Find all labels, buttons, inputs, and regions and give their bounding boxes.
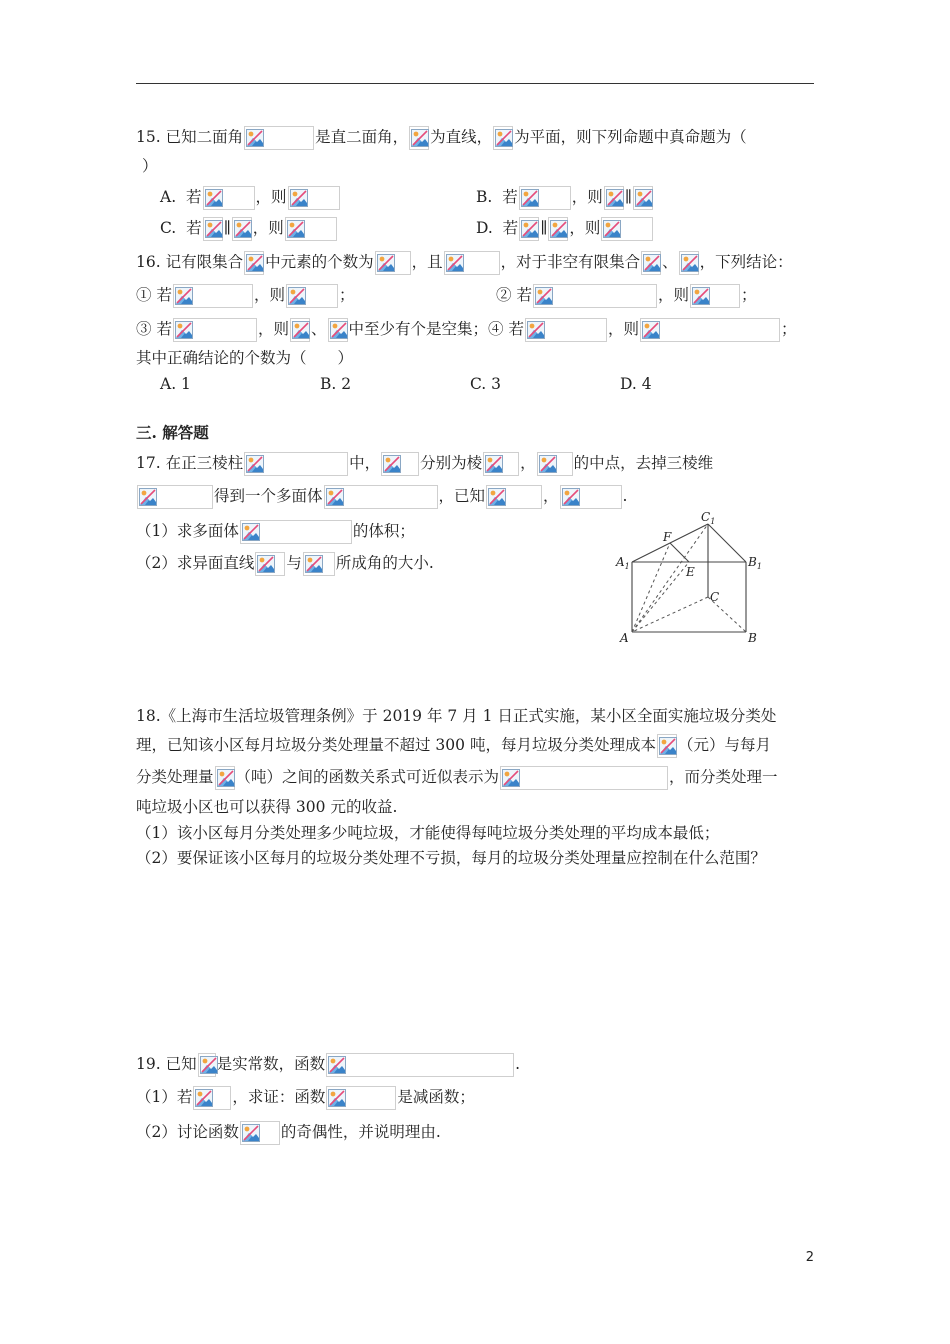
section-title: 三. 解答题 [136,423,209,442]
edge-c-a [632,597,708,632]
q17-part-2: （2）求异面直线 与 所成角的大小. [136,552,434,576]
q19-part-2: （2）讨论函数 的奇偶性，并说明理由. [136,1121,441,1145]
q18-part-2: （2）要保证该小区每月的垃圾分类处理不亏损，每月的垃圾分类处理量应控制在什么范围？ [136,849,766,867]
formula-image [203,186,255,210]
broken-image-icon [521,220,539,238]
broken-image-icon [328,1089,346,1107]
formula-image [326,1086,396,1110]
q18-line-4: 吨垃圾小区也可以获得 300 元的收益. [136,798,398,816]
broken-image-icon [643,254,661,272]
q15-close: ） [142,157,158,175]
formula-image [288,186,340,210]
formula-image [519,217,539,241]
broken-image-icon [635,189,653,207]
q17-stem-1: 17. 在正三棱柱 中， 分别为棱 ， 的中点，去掉三棱维 [136,452,713,476]
q16-option-b: B. 2 [320,375,352,393]
label-a1: $A_1$ [616,555,630,571]
formula-image [303,552,335,576]
formula-image [240,520,352,544]
label-c1: $C_1$ [701,510,716,526]
q18-line-2: 理，已知该小区每月垃圾分类处理量不超过 300 吨，每月垃圾分类处理成本 （元）与每月 [136,734,771,758]
formula-image [244,452,348,476]
formula-image [601,217,653,241]
broken-image-icon [606,189,624,207]
formula-image [409,126,429,150]
q18-part-1: （1）该小区每月分类处理多少吨垃圾，才能使得每吨垃圾分类处理的平均成本最低； [136,824,720,842]
edge-f-a1 [632,543,670,562]
broken-image-icon [495,129,513,147]
q19-part-1: （1）若 ，求证：函数 是减函数； [136,1086,475,1110]
formula-image [633,186,653,210]
formula-image [290,318,310,342]
formula-image [215,766,235,790]
q16-statement-2: ② 若 ，则 ； [496,284,757,308]
broken-image-icon [217,769,235,787]
broken-image-icon [681,254,699,272]
formula-image [232,217,252,241]
formula-image [519,186,571,210]
q16-statement-3: ③ 若 ，则 、 中至少有个是空集；④ 若 ，则 ； [136,318,797,342]
label-b1: $B_1$ [748,555,762,571]
q16-option-c: C. 3 [470,375,502,393]
broken-image-icon [195,1089,213,1107]
q16-option-d: D. 4 [620,375,652,393]
formula-image [679,251,699,275]
q18-line-3: 分类处理量 （吨）之间的函数关系式可近似表示为 ，而分类处理一 [136,766,778,790]
broken-image-icon [485,455,503,473]
formula-image [324,485,438,509]
formula-image [500,766,668,790]
formula-image [137,485,213,509]
formula-image [525,318,607,342]
broken-image-icon [488,488,506,506]
formula-image [244,251,264,275]
q16-statement-1: ① 若 ，则 ； [136,284,355,308]
formula-image [657,734,677,758]
formula-image [328,318,348,342]
broken-image-icon [175,287,193,305]
formula-image [444,251,500,275]
edge-f-e [670,543,689,562]
prism-figure [600,505,780,655]
q15-stem: 15. 已知二面角 是直二面角， 为直线， 为平面，则下列命题中真命题为（ [136,126,747,150]
formula-image [548,217,568,241]
broken-image-icon [246,455,264,473]
q19-stem: 19. 已知 是实常数，函数 . [136,1053,520,1077]
broken-image-icon [502,769,520,787]
edge-c1-b1 [708,524,746,562]
broken-image-icon [446,254,464,272]
broken-image-icon [290,189,308,207]
label-b: B [748,631,757,645]
broken-image-icon [603,220,621,238]
broken-image-icon [257,555,275,573]
broken-image-icon [242,523,260,541]
formula-image [537,452,573,476]
broken-image-icon [550,220,568,238]
q17-stem-2: 得到一个多面体 ，已知 ， . [136,485,627,509]
page-number: 2 [805,1250,814,1265]
edge-a-f [632,543,670,632]
formula-image [604,186,624,210]
formula-image [198,1053,216,1077]
formula-image [173,284,253,308]
broken-image-icon [692,287,710,305]
broken-image-icon [292,321,310,339]
formula-image [493,126,513,150]
formula-image [640,318,780,342]
formula-image [193,1086,231,1110]
q15-option-c: C. 若 ∥ ，则 [160,217,338,241]
broken-image-icon [328,1056,346,1074]
q17-part-1: （1）求多面体 的体积； [136,520,415,544]
broken-image-icon [411,129,429,147]
formula-image [244,126,314,150]
broken-image-icon [521,189,539,207]
q15-option-a: A. 若 ，则 [160,186,341,210]
broken-image-icon [642,321,660,339]
formula-image [483,452,519,476]
formula-image [203,217,223,241]
broken-image-icon [527,321,545,339]
broken-image-icon [234,220,252,238]
header-rule [136,83,814,84]
broken-image-icon [246,254,264,272]
q16-option-a: A. 1 [160,375,191,393]
broken-image-icon [242,1124,260,1142]
label-f: F [663,530,672,544]
q18-line-1: 18.《上海市生活垃圾管理条例》于 2019 年 7 月 1 日正式实施，某小区全面实施垃圾分类处 [136,707,777,725]
broken-image-icon [539,455,557,473]
edge-c1-f [670,524,708,543]
formula-image [486,485,542,509]
formula-image [285,217,337,241]
label-a: A [620,631,629,645]
broken-image-icon [246,129,264,147]
q16-closing: 其中正确结论的个数为（ ） [136,349,354,367]
broken-image-icon [659,737,677,755]
formula-image [173,318,257,342]
broken-image-icon [562,488,580,506]
formula-image [255,552,285,576]
broken-image-icon [535,287,553,305]
broken-image-icon [175,321,193,339]
formula-image [240,1121,280,1145]
broken-image-icon [383,455,401,473]
broken-image-icon [205,220,223,238]
broken-image-icon [326,488,344,506]
q16-stem: 16. 记有限集合 中元素的个数为 ，且 ，对于非空有限集合 、 ，下列结论： [136,251,793,275]
broken-image-icon [330,321,348,339]
q15-option-d: D. 若 ∥ ，则 [476,217,654,241]
formula-image [375,251,411,275]
broken-image-icon [205,189,223,207]
broken-image-icon [377,254,395,272]
q15-option-b: B. 若 ，则 ∥ [476,186,654,210]
label-c: C [710,590,720,604]
broken-image-icon [288,287,306,305]
formula-image [641,251,661,275]
formula-image [286,284,338,308]
broken-image-icon [139,488,157,506]
broken-image-icon [305,555,323,573]
formula-image [533,284,657,308]
broken-image-icon [287,220,305,238]
label-e: E [686,565,695,579]
edge-a-e [632,562,689,632]
formula-image [326,1053,514,1077]
formula-image [690,284,740,308]
formula-image [381,452,419,476]
broken-image-icon [200,1056,218,1074]
